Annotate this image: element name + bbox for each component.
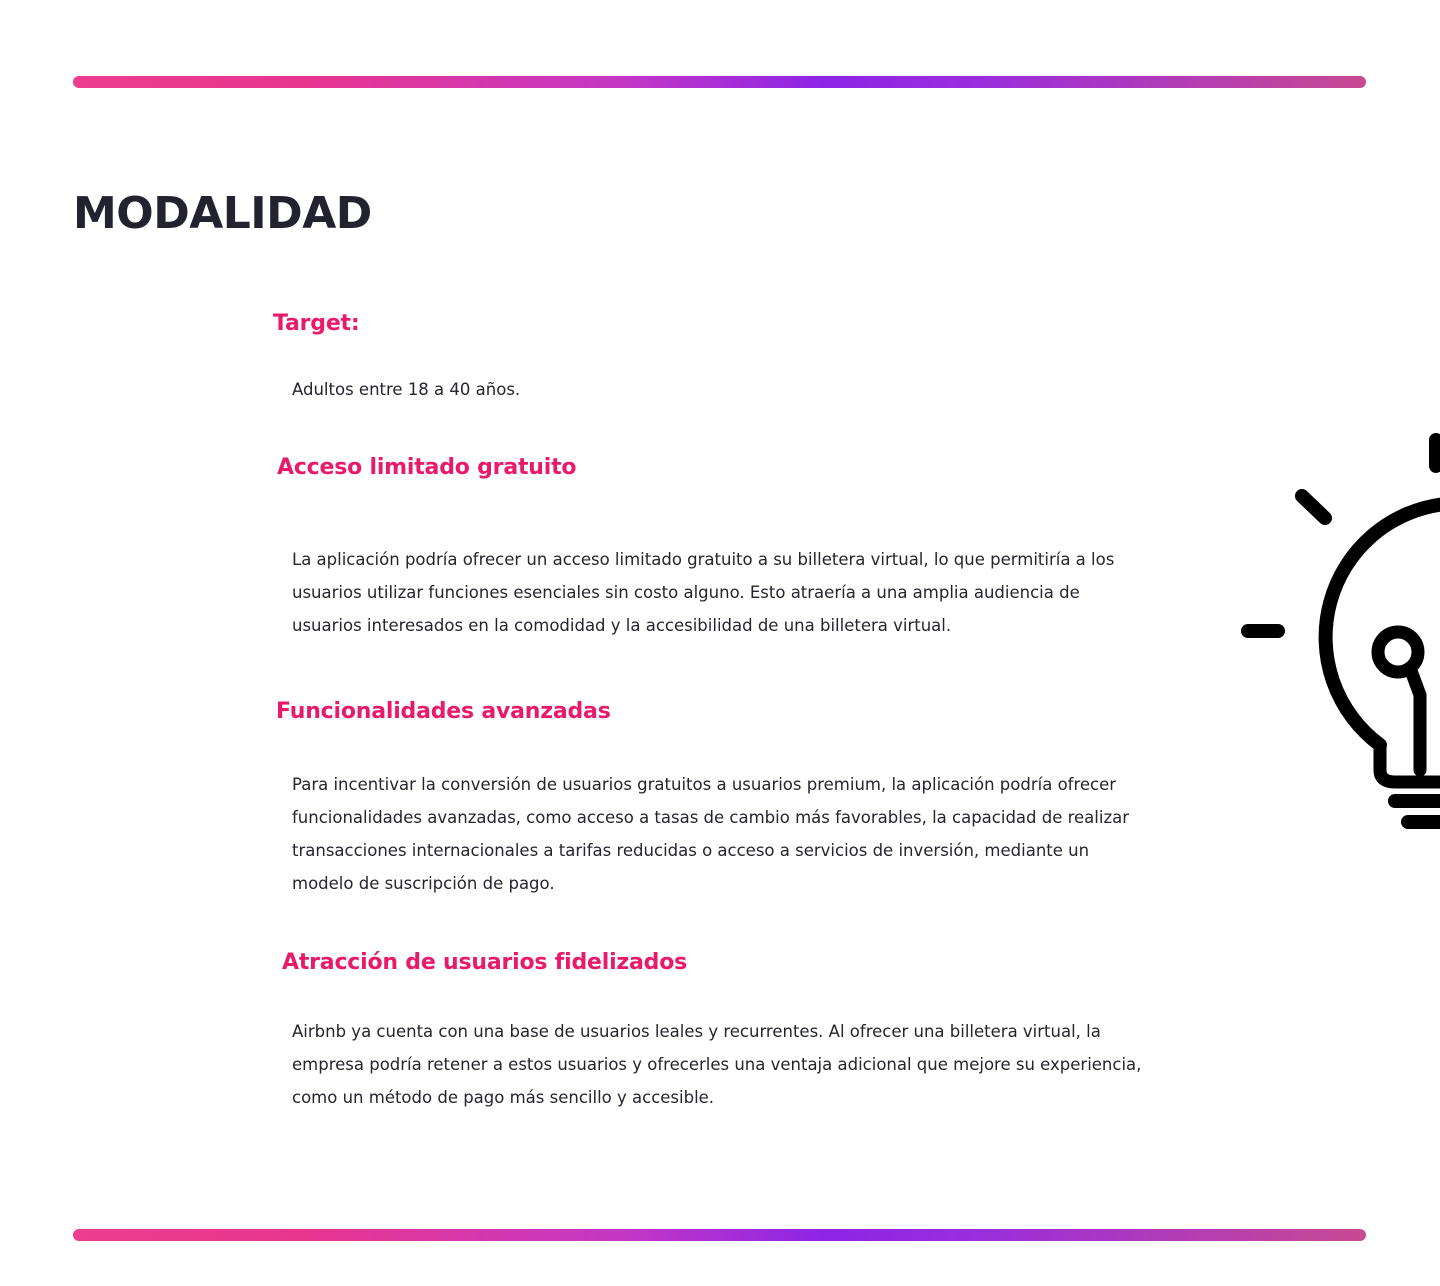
section-text-free-access: La aplicación podría ofrecer un acceso limitado gratuito a su billetera virtual, lo que permitiría a los usuarios utilizar funciones esenciales sin costo alguno. Esto atraería a una amplia audiencia de usuarios interesados en la comodidad y la accesibilidad de una billetera virtual. [292, 550, 1115, 635]
section-text-advanced-features: Para incentivar la conversión de usuarios gratuitos a usuarios premium, la aplicación podría ofrecer funcionalidades avanzadas, como acceso a tasas de cambio más favorables, la capacidad de realizar transacciones internacionales a tarifas reducidas o acceso a servicios de inversión, mediante un modelo de suscripción de pago. [292, 775, 1130, 893]
section-heading-loyal-users: Atracción de usuarios fidelizados [282, 950, 688, 975]
bottom-gradient-divider [73, 1229, 1366, 1241]
section-text-target: Adultos entre 18 a 40 años. [292, 380, 521, 399]
page-title: MODALIDAD [73, 188, 372, 239]
section-heading-target: Target: [273, 311, 360, 336]
section-text-loyal-users: Airbnb ya cuenta con una base de usuarios leales y recurrentes. Al ofrecer una billetera virtual, la empresa podría retener a estos usuarios y ofrecerles una ventaja adicional que mejore su experiencia, como un método de pago más sencillo y accesible. [292, 1022, 1142, 1107]
section-heading-advanced-features: Funcionalidades avanzadas [276, 699, 611, 724]
section-heading-free-access: Acceso limitado gratuito [277, 455, 577, 480]
lightbulb-icon [1230, 420, 1440, 840]
top-gradient-divider [73, 76, 1366, 88]
